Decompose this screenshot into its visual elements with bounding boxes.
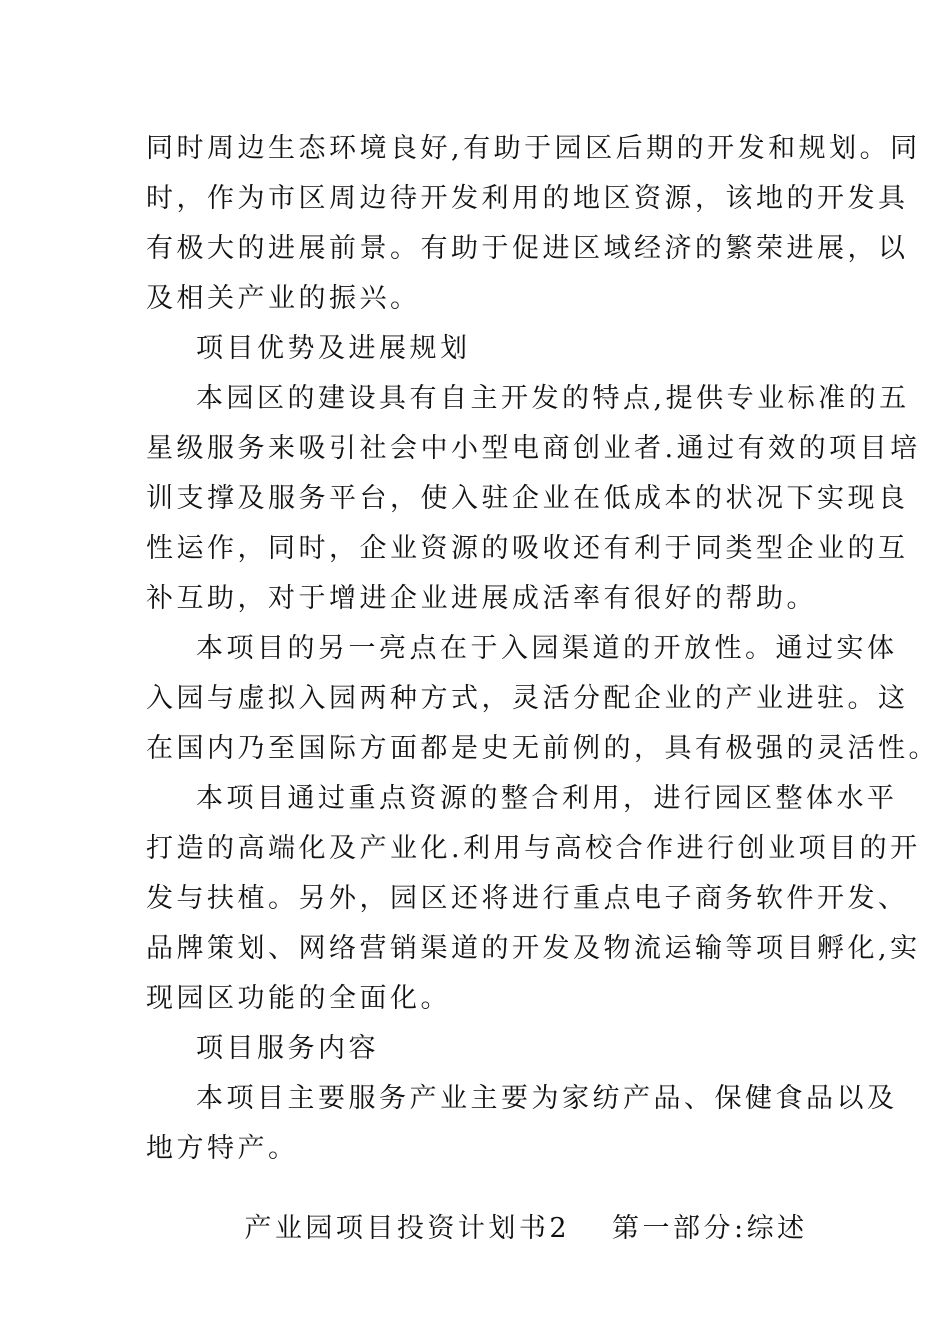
paragraph-line: 在国内乃至国际方面都是史无前例的，具有极强的灵活性。 bbox=[146, 733, 939, 764]
paragraph-line: 性运作，同时，企业资源的吸收还有利于同类型企业的互 bbox=[146, 533, 909, 564]
paragraph-line: 有极大的进展前景。有助于促进区域经济的繁荣进展，以 bbox=[146, 233, 909, 264]
paragraph-line: 本项目主要服务产业主要为家纺产品、保健食品以及 bbox=[196, 1083, 898, 1114]
document-title: 产业园项目投资计划书2 bbox=[244, 1213, 571, 1244]
paragraph-line: 本园区的建设具有自主开发的特点,提供专业标准的五 bbox=[196, 383, 910, 414]
paragraph-line: 本项目通过重点资源的整合利用，进行园区整体水平 bbox=[196, 783, 898, 814]
paragraph-line: 时，作为市区周边待开发利用的地区资源，该地的开发具 bbox=[146, 183, 909, 214]
paragraph-line: 星级服务来吸引社会中小型电商创业者.通过有效的项目培 bbox=[146, 433, 921, 464]
part-heading: 第一部分:综述 bbox=[612, 1213, 808, 1244]
paragraph-line: 打造的高端化及产业化.利用与高校合作进行创业项目的开 bbox=[146, 833, 921, 864]
paragraph-line: 现园区功能的全面化。 bbox=[146, 983, 451, 1014]
paragraph-line: 同时周边生态环境良好,有助于园区后期的开发和规划。同 bbox=[146, 133, 921, 164]
section-heading-advantages: 项目优势及进展规划 bbox=[196, 333, 471, 364]
paragraph-line: 及相关产业的振兴。 bbox=[146, 283, 421, 314]
section-heading-services: 项目服务内容 bbox=[196, 1033, 379, 1064]
paragraph-line: 品牌策划、网络营销渠道的开发及物流运输等项目孵化,实 bbox=[146, 933, 921, 964]
document-title-line bbox=[196, 1184, 808, 1244]
paragraph-line: 发与扶植。另外，园区还将进行重点电子商务软件开发、 bbox=[146, 883, 909, 914]
paragraph-line: 补互助，对于增进企业进展成活率有很好的帮助。 bbox=[146, 583, 817, 614]
paragraph-line: 本项目的另一亮点在于入园渠道的开放性。通过实体 bbox=[196, 633, 898, 664]
paragraph-line: 入园与虚拟入园两种方式，灵活分配企业的产业进驻。这 bbox=[146, 683, 909, 714]
paragraph-line: 地方特产。 bbox=[146, 1133, 299, 1164]
paragraph-line: 训支撑及服务平台，使入驻企业在低成本的状况下实现良 bbox=[146, 483, 909, 514]
